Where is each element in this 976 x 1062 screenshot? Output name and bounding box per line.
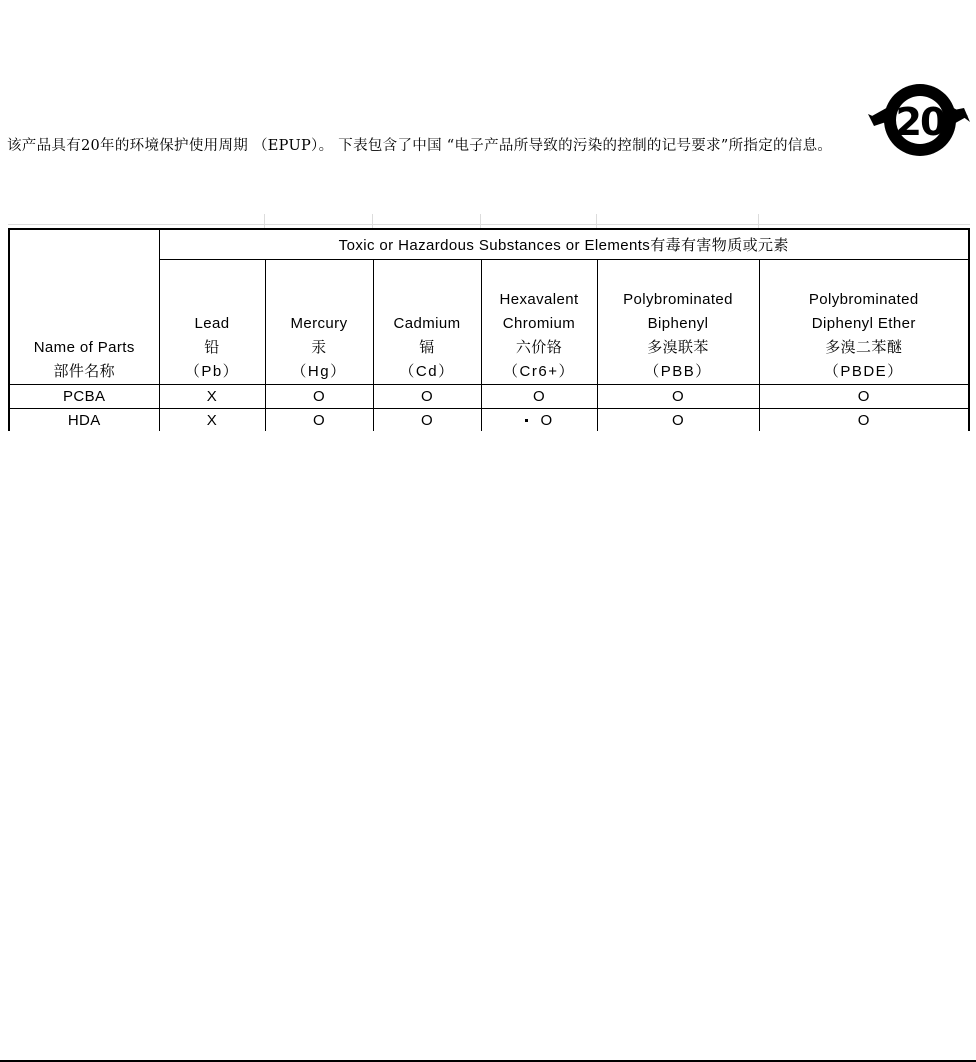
intro-paragraph: 该产品具有20年的环境保护使用周期 （EPUP）。 下表包含了中国 “电子产品所导致的污染的控制的记号要求”所指定的信息。 (7, 138, 833, 154)
col-cadmium-symbol: （Cd） (399, 363, 455, 380)
name-header-en: Name of Parts (33, 339, 135, 356)
col-pbde-en-1: Polybrominated (808, 291, 919, 308)
column-header-cadmium (373, 260, 481, 385)
substances-group-header: Toxic or Hazardous Substances or Elements有毒有害物质或元素 (159, 229, 969, 260)
grid-line (8, 224, 970, 225)
stray-mark (525, 419, 528, 422)
column-header-mercury (265, 260, 373, 385)
col-pbde-zh: 多溴二苯醚 (825, 339, 903, 356)
col-mercury-en: Mercury (290, 315, 348, 332)
col-lead-en: Lead (194, 315, 230, 332)
epup-20-logo (866, 78, 972, 160)
column-header-lead (159, 260, 265, 385)
value-cell: O (597, 409, 759, 432)
grid-line (372, 214, 373, 228)
value-cell: X (159, 409, 265, 432)
column-header-pbde (759, 260, 969, 385)
col-pbde-symbol: （PBDE） (823, 363, 904, 380)
col-mercury-zh: 汞 (311, 339, 327, 356)
col-pbb-symbol: （PBB） (644, 363, 712, 380)
column-header-hexavalent-chromium (481, 260, 597, 385)
value-cell: X (159, 385, 265, 409)
value-text: O (540, 411, 553, 429)
value-cell: O (597, 385, 759, 409)
grid-line (480, 214, 481, 228)
col-chromium-zh: 六价铬 (515, 339, 563, 356)
grid-line (758, 214, 759, 228)
value-cell: O (373, 409, 481, 432)
name-header-zh: 部件名称 (53, 363, 116, 380)
value-cell: O (373, 385, 481, 409)
table-row-hda (9, 409, 969, 432)
value-cell-with-mark (481, 409, 597, 432)
value-cell: O (265, 385, 373, 409)
grid-line (596, 214, 597, 228)
col-pbb-zh: 多溴联苯 (647, 339, 709, 356)
col-chromium-symbol: （Cr6+） (503, 363, 575, 380)
col-mercury-symbol: （Hg） (291, 363, 347, 380)
col-cadmium-en: Cadmium (393, 315, 461, 332)
value-cell: O (481, 385, 597, 409)
epup-logo-number: 20 (895, 100, 945, 144)
col-pbb-en-1: Polybrominated (623, 291, 733, 308)
value-cell: O (265, 409, 373, 432)
table-row-pcba (9, 385, 969, 409)
hazardous-substances-table (8, 228, 970, 431)
col-chromium-en-1: Hexavalent (499, 291, 579, 308)
col-pbde-en-2: Diphenyl Ether (811, 315, 916, 332)
part-name-cell: PCBA (9, 385, 159, 409)
col-cadmium-zh: 镉 (419, 339, 435, 356)
col-lead-zh: 铅 (204, 339, 220, 356)
value-cell: O (759, 385, 969, 409)
col-chromium-en-2: Chromium (502, 315, 576, 332)
col-lead-symbol: （Pb） (184, 363, 240, 380)
part-name-cell: HDA (9, 409, 159, 432)
column-header-pbb (597, 260, 759, 385)
value-cell: O (759, 409, 969, 432)
col-pbb-en-2: Biphenyl (647, 315, 709, 332)
name-of-parts-header (9, 229, 159, 385)
grid-line (264, 214, 265, 228)
